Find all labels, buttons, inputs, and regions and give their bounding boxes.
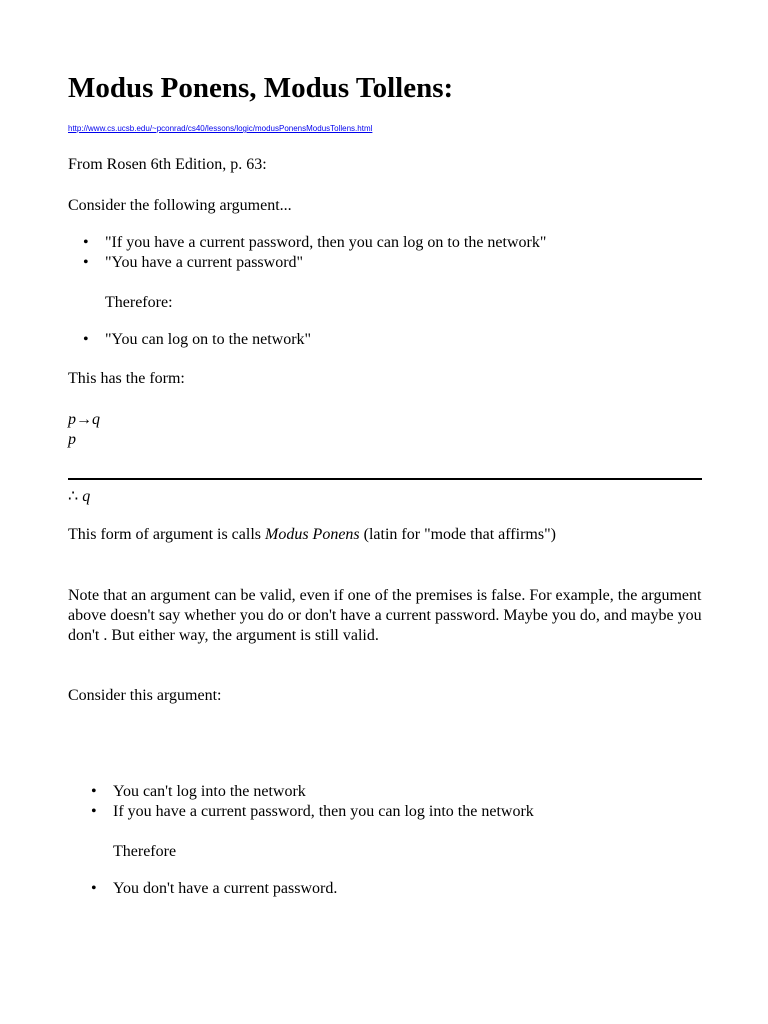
list-item <box>83 253 546 273</box>
source-link[interactable]: http://www.cs.ucsb.edu/~pconrad/cs40/lessons/logic/modusPonensModusTollens.html <box>68 124 373 133</box>
premise-text: "You have a current password" <box>105 254 304 271</box>
intro-line: Consider the following argument... <box>68 197 292 214</box>
premise-text: You can't log into the network <box>113 783 306 800</box>
bullet-icon: • <box>83 254 89 271</box>
sentence-end: (latin for "mode that affirms") <box>359 526 556 543</box>
list-item <box>83 330 312 350</box>
form-line-premise: p <box>68 431 76 448</box>
form-intro: This has the form: <box>68 370 185 387</box>
conclusion-text: "You can log on to the network" <box>105 331 312 348</box>
therefore-symbol: ∴ <box>68 488 79 505</box>
argument2-conclusion <box>91 879 338 899</box>
premise-text: "If you have a current password, then you can log on to the network" <box>105 234 547 251</box>
form-conclusion <box>68 487 90 507</box>
page-title: Modus Ponens, Modus Tollens: <box>68 72 454 104</box>
argument2-premises <box>91 782 534 822</box>
form-line-implication: p→q <box>68 411 100 428</box>
conclusion-variable: q <box>82 488 91 505</box>
argument1-premises <box>83 233 547 273</box>
conclusion-divider <box>68 478 702 480</box>
argument1-conclusion <box>83 330 312 350</box>
reference-line: From Rosen 6th Edition, p. 63: <box>68 156 267 173</box>
modus-ponens-term: Modus Ponens <box>265 526 360 543</box>
list-item <box>91 879 338 899</box>
sentence-start: This form of argument is calls <box>68 526 265 543</box>
therefore-label: Therefore: <box>105 294 173 311</box>
consider-line: Consider this argument: <box>68 687 222 704</box>
list-item <box>91 802 534 822</box>
therefore-label: Therefore <box>113 843 177 860</box>
modus-ponens-sentence <box>68 525 556 545</box>
premise-text: If you have a current password, then you can log into the network <box>113 803 534 820</box>
bullet-icon: • <box>83 234 89 251</box>
conclusion-text: You don't have a current password. <box>113 880 338 897</box>
bullet-icon: • <box>91 880 97 897</box>
validity-note: Note that an argument can be valid, even if one of the premises is false. For example, the argument above doesn't say whether you do or don't have a current password. Maybe you do, and maybe you don't . But either way, the argument is still valid. <box>68 587 702 644</box>
list-item <box>91 782 534 802</box>
bullet-icon: • <box>91 803 97 820</box>
bullet-icon: • <box>83 331 89 348</box>
list-item <box>83 233 547 253</box>
bullet-icon: • <box>91 783 97 800</box>
